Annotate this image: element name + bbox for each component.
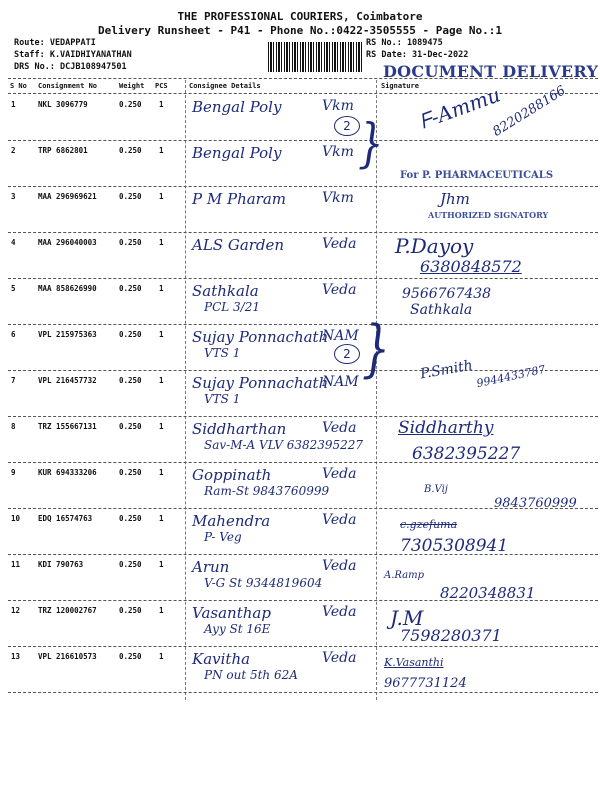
signature-10: c.gzefuma [400,518,458,531]
signature-3: Jhm [440,190,470,208]
row-sno: 7 [11,376,16,385]
row-consignee-name: Goppinath [192,466,272,484]
row-pcs: 1 [159,468,164,477]
row-consignee-name: Siddharthan [192,420,287,438]
row-consignee-name: Bengal Poly [192,98,282,116]
row-consignee-address: PCL 3/21 [204,300,260,314]
stamp-authorized: AUTHORIZED SIGNATORY [428,210,549,220]
row-weight: 0.250 [119,514,142,523]
row-weight: 0.250 [119,238,142,247]
route-label: Route: VEDAPPATI [14,38,96,48]
row-weight: 0.250 [119,100,142,109]
row-consignee-name: Arun [192,558,230,576]
row-consignee-address: P- Veg [204,530,242,544]
row-consignment-no: KUR 694333206 [38,468,97,477]
row-pcs: 1 [159,238,164,247]
s4-phone: 6380848572 [420,257,522,276]
row-sno: 11 [11,560,21,569]
row-sno: 3 [11,192,16,201]
row-consignment-no: MAA 296040003 [38,238,97,247]
row-consignee-area: Vkm [322,190,354,206]
row-consignee-area: Veda [322,236,357,252]
row-pcs: 1 [159,422,164,431]
stamp-company: For P. PHARMACEUTICALS [400,170,554,181]
rs-number: RS No.: 1089475 [366,38,443,48]
row-divider [8,646,598,647]
row-sno: 1 [11,100,16,109]
col-consignment: Consignment No [38,82,98,90]
row-consignee-address: PN out 5th 62A [204,668,298,682]
signature-12: J.M [390,606,424,630]
row-weight: 0.250 [119,192,142,201]
row-weight: 0.250 [119,468,142,477]
row-weight: 0.250 [119,330,142,339]
row-consignment-no: TRZ 120002767 [38,606,97,615]
row-divider [8,554,598,555]
row-consignee-area: Veda [322,558,357,574]
s8-phone: 6382395227 [412,444,521,464]
s1-phone: 8220288166 [490,83,569,140]
row-consignee-name: P M Pharam [192,190,287,208]
row-sno: 4 [11,238,16,247]
staff-label: Staff: K.VAIDHIYANATHAN [14,50,132,60]
row-consignee-area: Veda [322,650,357,666]
row-pcs: 1 [159,284,164,293]
row-consignee-area: Veda [322,512,357,528]
signature-8: Siddharthy [398,418,494,438]
s10-phone: 7305308941 [400,536,509,556]
row-sno: 10 [11,514,21,523]
row-pcs: 1 [159,514,164,523]
row-consignee-name: Vasanthap [192,604,271,622]
row-consignment-no: TRP 6862801 [38,146,88,155]
row-consignment-no: MAA 296969621 [38,192,97,201]
barcode [268,42,362,72]
header-divider-top [8,78,598,79]
header-divider-bottom [8,93,598,94]
signature-1: ᖴ-Ammu [416,82,504,134]
row-consignee-name: Sathkala [192,282,259,300]
row-sno: 8 [11,422,16,431]
col-signature: Signature [381,82,419,90]
row-pcs: 1 [159,100,164,109]
row-pcs: 1 [159,652,164,661]
row-consignee-area: Veda [322,604,357,620]
row-weight: 0.250 [119,422,142,431]
row-consignment-no: VPL 216610573 [38,652,97,661]
col-consignee: Consignee Details [189,82,261,90]
row-weight: 0.250 [119,376,142,385]
brace-1: } [358,114,384,174]
row-divider [8,278,598,279]
row-weight: 0.250 [119,560,142,569]
row-consignment-no: EDQ 16574763 [38,514,93,523]
row-consignee-area: NAM [322,374,359,390]
row-consignee-area: Vkm [322,98,354,114]
signature-4: P.Dayoy [395,234,474,258]
company-title: THE PROFESSIONAL COURIERS, Coimbatore [177,10,423,23]
row-weight: 0.250 [119,284,142,293]
runsheet-subtitle: Delivery Runsheet - P41 - Phone No.:0422-3505555 - Page No.:1 [98,24,502,37]
row-pcs: 1 [159,606,164,615]
row-consignee-address: Ram-St 9843760999 [204,484,330,498]
signature-13: K.Vasanthi [384,656,444,669]
s13-phone: 9677731124 [384,676,467,691]
row-consignee-area: NAM [322,328,359,344]
row-weight: 0.250 [119,146,142,155]
row-consignment-no: MAA 858626990 [38,284,97,293]
row-consignee-address: Ayy St 16E [204,622,271,636]
col-pcs: PCS [155,82,168,90]
row-consignee-name: Sujay Ponnachath [192,374,329,392]
row-weight: 0.250 [119,652,142,661]
s11-phone: 8220348831 [440,584,536,602]
row-consignee-area: Veda [322,282,357,298]
row-divider [8,186,598,187]
row-consignee-name: Bengal Poly [192,144,282,162]
row-consignee-address: V-G St 9344819604 [204,576,323,590]
row-sno: 13 [11,652,21,661]
drs-label: DRS No.: DCJB108947501 [14,62,127,72]
s9-phone: 9843760999 [494,496,577,511]
row-consignee-name: Sujay Ponnachath [192,328,329,346]
row-pcs: 1 [159,146,164,155]
signature-11: A.Ramp [384,570,425,581]
col-sno: S No [10,82,27,90]
row-consignee-area: Vkm [322,144,354,160]
row-consignment-no: NKL 3096779 [38,100,88,109]
row-divider [8,324,598,325]
row-pcs: 1 [159,376,164,385]
s12-phone: 7598280371 [400,626,502,645]
row-consignee-address: Sav-M-A VLV 6382395227 [204,438,364,452]
circle-marker-2: 2 [334,344,360,364]
row-consignment-no: VPL 215975363 [38,330,97,339]
row-consignment-no: TRZ 155667131 [38,422,97,431]
row-consignee-name: ALS Garden [192,236,285,254]
row-consignee-name: Mahendra [192,512,271,530]
row-consignee-area: Veda [322,466,357,482]
row-divider [8,232,598,233]
s5-phone: 9566767438 [402,286,492,302]
signature-5: Sathkala [410,302,473,318]
row-consignee-name: Kavitha [192,650,251,668]
row-divider [8,692,598,693]
row-pcs: 1 [159,192,164,201]
brace-2: } [362,313,390,385]
row-pcs: 1 [159,560,164,569]
signature-7: P.Smith [419,357,475,383]
row-consignment-no: VPL 216457732 [38,376,97,385]
row-sno: 12 [11,606,21,615]
row-divider [8,140,598,141]
row-sno: 6 [11,330,16,339]
row-consignment-no: KDI 790763 [38,560,84,569]
row-sno: 9 [11,468,16,477]
row-consignee-address: VTS 1 [204,346,241,360]
col-weight: Weight [119,82,145,90]
row-consignee-area: Veda [322,420,357,436]
signature-9: B.Vij [424,484,448,495]
rs-date: RS Date: 31-Dec-2022 [366,50,469,60]
row-weight: 0.250 [119,606,142,615]
row-consignee-address: VTS 1 [204,392,241,406]
row-sno: 5 [11,284,16,293]
row-pcs: 1 [159,330,164,339]
document-delivery-stamp: DOCUMENT DELIVERY [383,62,599,81]
row-sno: 2 [11,146,16,155]
consignee-column-line [185,80,186,700]
row-divider [8,416,598,417]
s7-phone: 9944433787 [475,362,547,391]
circle-marker-1: 2 [334,116,360,136]
